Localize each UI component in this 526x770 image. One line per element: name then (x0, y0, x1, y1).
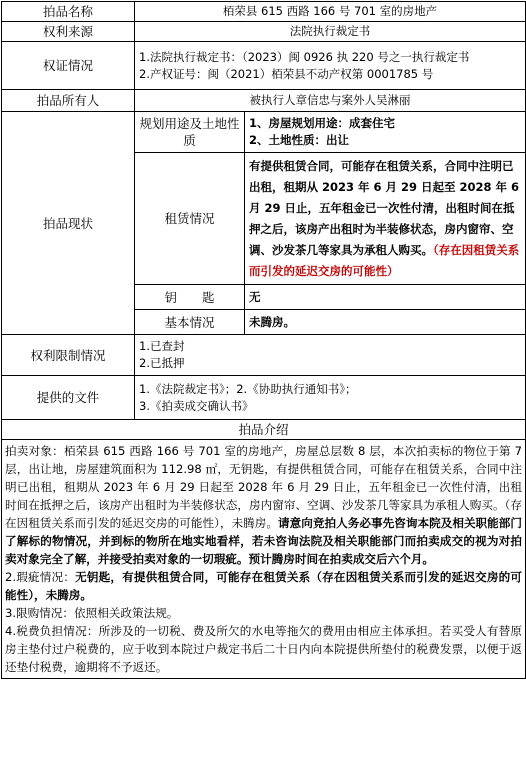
restriction-line-2: 2.已抵押 (139, 356, 185, 370)
row-intro-title (2, 420, 526, 440)
intro-paragraph-3: 3.限购情况：依照相关政策法规。 (5, 606, 179, 620)
row-restrictions (2, 335, 526, 376)
planning-value (245, 112, 526, 153)
basic-label: 基本情况 (135, 310, 245, 335)
restrictions-value (135, 335, 526, 376)
document-line-2: 3.《拍卖成交确认书》 (139, 398, 254, 413)
intro-p2-label: 2.瑕疵情况： (5, 570, 76, 584)
planning-line-2: 2、土地性质：出让 (249, 133, 350, 147)
row-intro-body (2, 440, 526, 679)
keys-label: 钥 匙 (135, 285, 245, 310)
status-label: 拍品现状 (2, 112, 135, 335)
restrictions-label: 权利限制情况 (2, 335, 135, 376)
item-name-value: 栢荣县 615 西路 166 号 701 室的房地产 (135, 2, 526, 22)
row-planning (2, 112, 526, 153)
row-rights-proof (2, 42, 526, 90)
row-rights-source (2, 22, 526, 42)
intro-body (2, 440, 526, 679)
rights-proof-value (135, 42, 526, 90)
intro-paragraph-1 (5, 442, 522, 568)
planning-label: 规划用途及土地性质 (135, 112, 245, 153)
auction-info-table (1, 1, 526, 679)
row-documents (2, 376, 526, 420)
restriction-line-1: 1.已查封 (139, 339, 185, 353)
intro-p2-defects: 无钥匙，有提供租赁合同，可能存在租赁关系（存在因租赁关系而引发的延迟交房的可能性），未腾房。 (5, 570, 523, 602)
rights-proof-line-1: 1.法院执行裁定书：（2023）闽 0926 执 220 号之一执行裁定书 (139, 49, 470, 64)
basic-value: 未腾房。 (245, 310, 526, 335)
document-line-1: 1.《法院裁定书》；2.《协助执行通知书》； (139, 381, 357, 396)
lease-text: 有提供租赁合同，可能存在租赁关系，合同中注明已出租，租期从 2023 年 6 月 29 日起至 2028 年 6 月 29 日止，五年租金已一次性付清，出租时间在抵押之后，该房产出租时为半装修状态，房内窗帘、空调、沙发茶几等家具为承租人购买。 (249, 158, 520, 257)
owner-label: 拍品所有人 (2, 90, 135, 112)
rights-source-label: 权利来源 (2, 22, 135, 42)
item-name-label: 拍品名称 (2, 2, 135, 22)
owner-value: 被执行人章信忠与案外人吴淋丽 (135, 90, 526, 112)
intro-p1-text: 拍卖对象：栢荣县 615 西路 166 号 701 室的房地产，房屋总层数 8 层，本次拍卖标的物位于第 7 层，出让地，房屋建筑面积为 112.98 ㎡，无钥匙，有提供租赁合同，可能存在租赁关系，合同中注明已出租，租期从 2023 年 6 月 29 日起至 2028 年 6 月 29 日止，五年租金已一次性付清，出租时间在抵押之后，该房产出租时为半装修状态，房内窗帘、空调、沙发茶几等家具为承租人购买。（存在因租赁关系而引发的延迟交房的可能性），未腾房。 (5, 444, 523, 530)
lease-warning: （存在因租赁关系而引发的延迟交房的可能性） (249, 242, 520, 278)
documents-value (135, 376, 526, 420)
documents-label: 提供的文件 (2, 376, 135, 420)
row-owner (2, 90, 526, 112)
intro-paragraph-4: 4.税费负担情况：所涉及的一切税、费及所欠的水电等拖欠的费用由相应主体承担。若买受人有替原房主垫付过户税费的，应于收到本院过户裁定书后二十日内向本院提供所垫付的税费发票，以便于返还垫付税费，逾期将不予返还。 (5, 624, 523, 674)
lease-value (245, 153, 526, 285)
intro-paragraph-2 (5, 568, 522, 604)
row-item-name (2, 2, 526, 22)
rights-proof-label: 权证情况 (2, 42, 135, 90)
keys-value: 无 (245, 285, 526, 310)
rights-proof-line-2: 2.产权证号：闽（2021）栢荣县不动产权第 0001785 号 (139, 66, 434, 81)
lease-label: 租赁情况 (135, 153, 245, 285)
rights-source-value: 法院执行裁定书 (135, 22, 526, 42)
intro-title: 拍品介绍 (2, 420, 526, 440)
planning-line-1: 1、房屋规划用途：成套住宅 (249, 116, 396, 130)
intro-p1-notice: 请意向竞拍人务必事先咨询本院及相关职能部门了解标的物情况，并到标的物所在地实地看样，若未咨询法院及相关职能部门而拍卖成交的视为对拍卖对象完全了解，并接受拍卖对象的一切瑕疵。预计腾房时间在拍卖成交后六个月。 (5, 516, 523, 566)
